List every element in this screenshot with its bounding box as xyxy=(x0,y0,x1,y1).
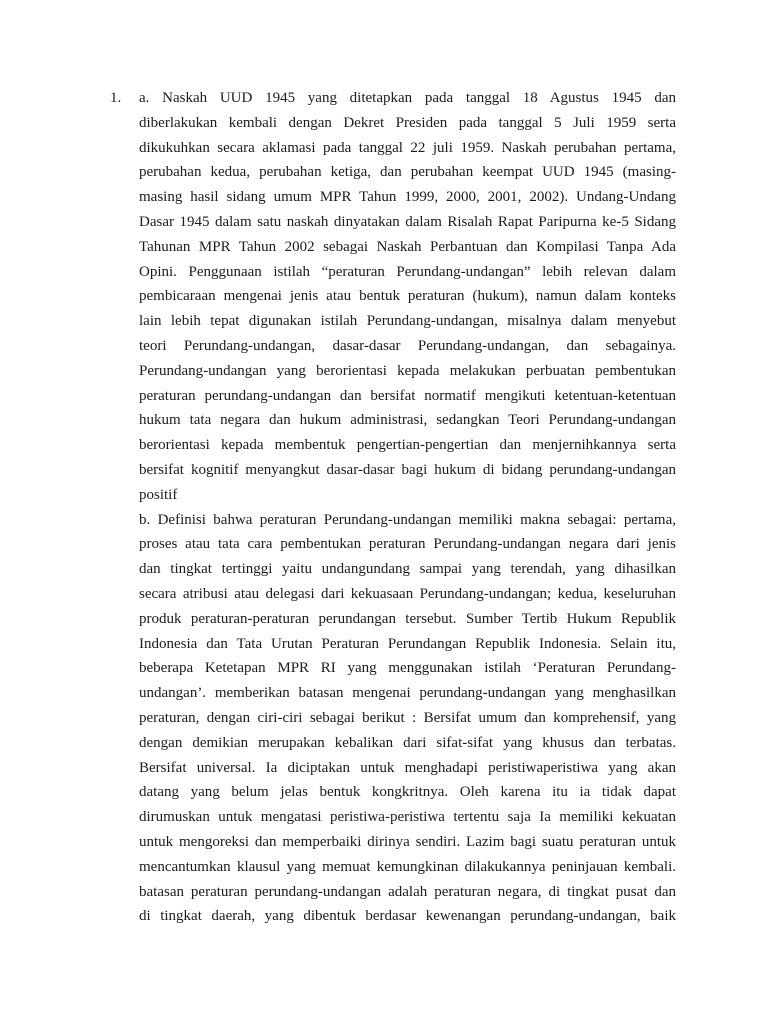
text-line: b. Definisi bahwa peraturan Perundang-undangan memiliki makna sebagai: pertama, xyxy=(139,511,676,528)
text-line: bersifat kognitif menyangkut dasar-dasar bagi hukum di bidang perundang-undangan xyxy=(139,461,676,478)
text-line: beberapa Ketetapan MPR RI yang menggunakan istilah ‘Peraturan Perundang- xyxy=(139,660,676,677)
text-line: berorientasi kepada membentuk pengertian-pengertian dan menjernihkannya serta xyxy=(139,437,676,454)
text-line: Bersifat universal. Ia diciptakan untuk menghadapi peristiwaperistiwa yang akan xyxy=(139,759,676,776)
text-line: Tahunan MPR Tahun 2002 sebagai Naskah Perbantuan dan Kompilasi Tanpa Ada xyxy=(139,238,676,255)
text-line: perubahan kedua, perubahan ketiga, dan perubahan keempat UUD 1945 (masing- xyxy=(139,164,676,181)
text-line: Indonesia dan Tata Urutan Peraturan Perundangan Republik Indonesia. Selain itu, xyxy=(139,635,676,652)
text-line: untuk mengoreksi dan memperbaiki dirinya sendiri. Lazim bagi suatu peraturan untuk xyxy=(139,833,676,850)
text-line: hukum tata negara dan hukum administrasi, sedangkan Teori Perundang-undangan xyxy=(139,412,676,429)
text-line: Dasar 1945 dalam satu naskah dinyatakan dalam Risalah Rapat Paripurna ke-5 Sidang xyxy=(139,213,676,230)
text-line: positif xyxy=(139,486,178,503)
text-line: a. Naskah UUD 1945 yang ditetapkan pada tanggal 18 Agustus 1945 dan xyxy=(139,90,676,106)
text-line: dengan demikian merupakan kebalikan dari sifat-sifat yang khusus dan terbatas. xyxy=(139,734,676,751)
text-line: mencantumkan klausul yang memuat kemungkinan dilakukannya peninjauan kembali. xyxy=(139,858,676,875)
text-line: produk peraturan-peraturan perundangan tersebut. Sumber Tertib Hukum Republik xyxy=(139,610,676,627)
text-line: peraturan, dengan ciri-ciri sebagai berikut : Bersifat umum dan komprehensif, yang xyxy=(139,709,676,726)
text-line: dan tingkat tertinggi yaitu undangundang sampai yang terendah, yang dihasilkan xyxy=(139,561,676,578)
list-item-body xyxy=(139,86,676,929)
text-line: datang yang belum jelas bentuk kongkritnya. Oleh karena itu ia tidak dapat xyxy=(139,784,676,801)
text-line: dikukuhkan secara aklamasi pada tanggal 22 juli 1959. Naskah perubahan pertama, xyxy=(139,139,676,156)
text-line: teori Perundang-undangan, dasar-dasar Perundang-undangan, dan sebagainya. xyxy=(139,337,676,354)
text-line: pembicaraan mengenai jenis atau bentuk peraturan (hukum), namun dalam konteks xyxy=(139,288,676,305)
list-number: 1. xyxy=(110,90,122,106)
text-line: proses atau tata cara pembentukan peraturan Perundang-undangan negara dari jenis xyxy=(139,536,676,553)
text-line: dirumuskan untuk mengatasi peristiwa-peristiwa tertentu saja Ia memiliki kekuatan xyxy=(139,809,676,826)
text-line: Opini. Penggunaan istilah “peraturan Perundang-undangan” lebih relevan dalam xyxy=(139,263,676,280)
paragraph-b xyxy=(139,508,676,930)
text-line: di tingkat daerah, yang dibentuk berdasar kewenangan perundang-undangan, baik xyxy=(139,908,676,925)
text-line: masing hasil sidang umum MPR Tahun 1999, 2000, 2001, 2002). Undang-Undang xyxy=(139,189,676,206)
text-line: lain lebih tepat digunakan istilah Perundang-undangan, misalnya dalam menyebut xyxy=(139,313,676,330)
text-line: undangan’. memberikan batasan mengenai perundang-undangan yang menghasilkan xyxy=(139,685,676,702)
text-line: secara atribusi atau delegasi dari kekuasaan Perundang-undangan; kedua, keseluruhan xyxy=(139,585,676,602)
text-line: Perundang-undangan yang berorientasi kepada melakukan perbuatan pembentukan xyxy=(139,362,676,379)
text-line: diberlakukan kembali dengan Dekret Presiden pada tanggal 5 Juli 1959 serta xyxy=(139,114,676,131)
text-line: batasan peraturan perundang-undangan adalah peraturan negara, di tingkat pusat dan xyxy=(139,883,676,900)
text-line: peraturan perundang-undangan dan bersifat normatif mengikuti ketentuan-ketentuan xyxy=(139,387,676,404)
paragraph-a xyxy=(139,86,676,508)
